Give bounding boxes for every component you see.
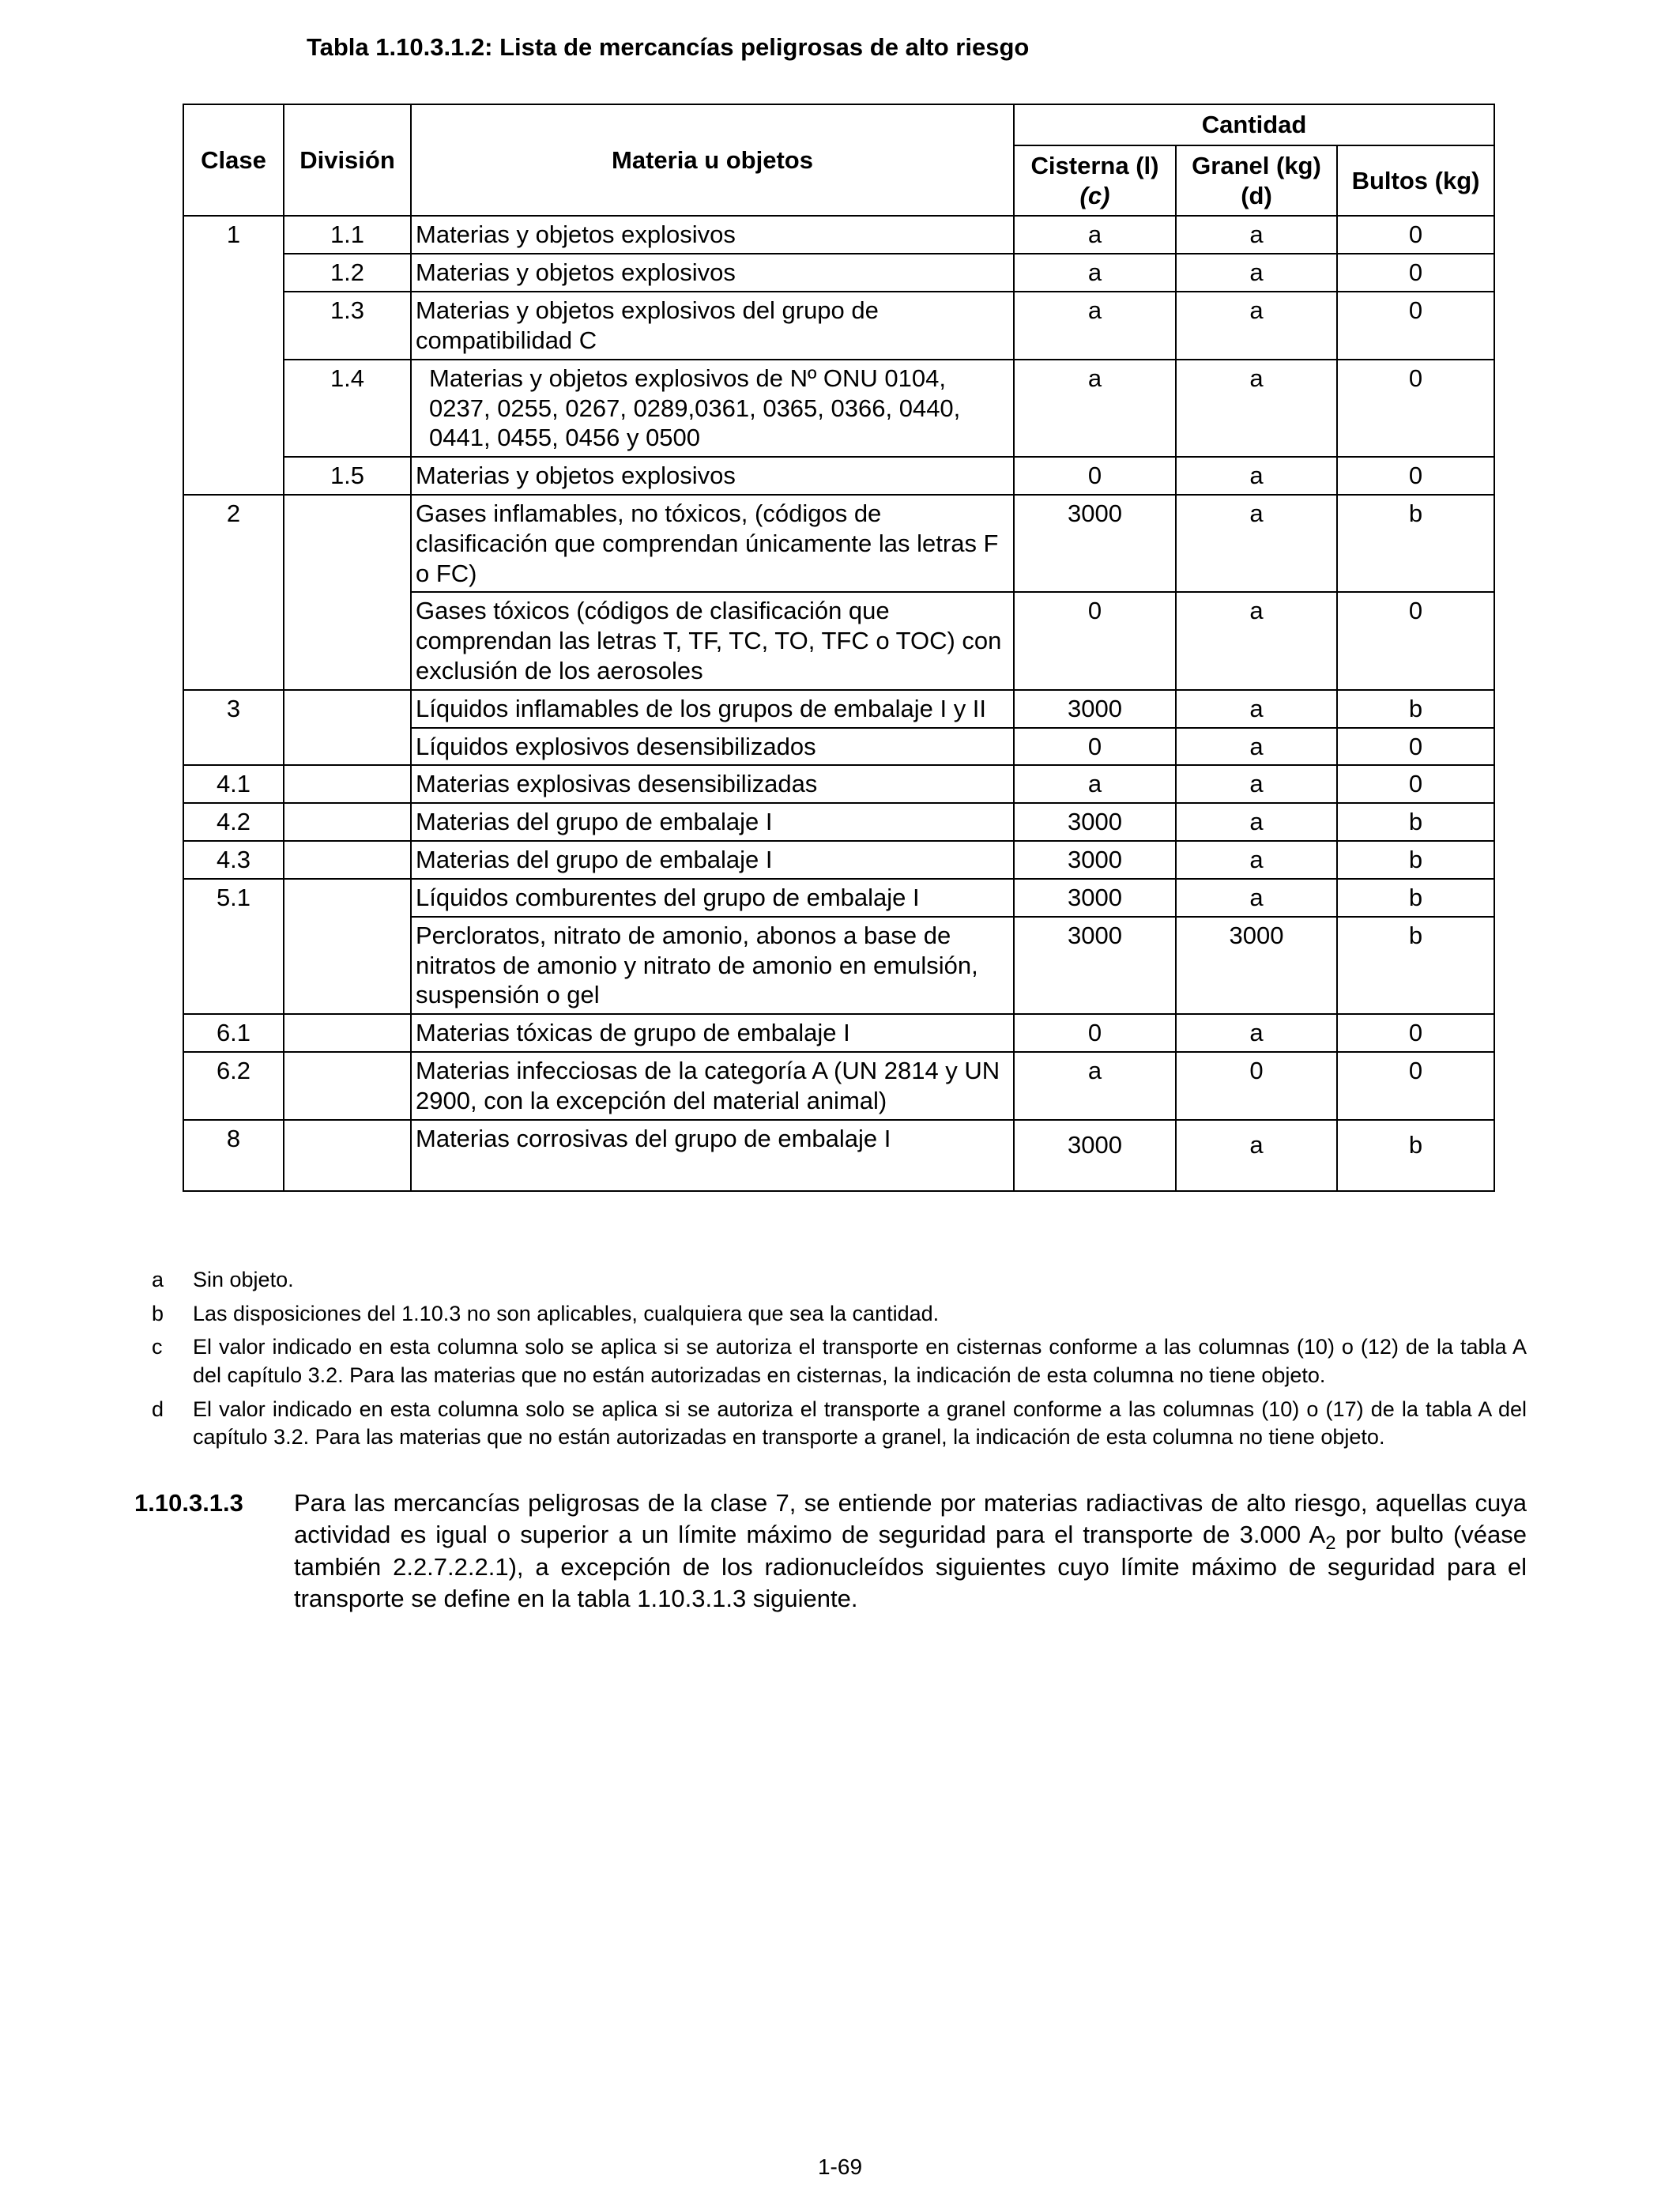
footnote <box>152 1266 1527 1295</box>
cell-bultos: 0 <box>1337 457 1494 495</box>
footnote-key: b <box>152 1301 164 1325</box>
table-row <box>183 495 1494 592</box>
cell-granel: 3000 <box>1176 917 1337 1014</box>
cell-cisterna: a <box>1014 292 1176 360</box>
cell-materia: Líquidos explosivos desensibilizados <box>411 728 1014 766</box>
table-row <box>183 841 1494 879</box>
cell-materia: Percloratos, nitrato de amonio, abonos a base de nitratos de amonio y nitrato de amonio en emulsión, suspensión o gel <box>411 917 1014 1014</box>
cell-division: 1.3 <box>284 292 411 360</box>
cell-granel: 0 <box>1176 1052 1337 1120</box>
cell-bultos: b <box>1337 1120 1494 1191</box>
cell-bultos: 0 <box>1337 292 1494 360</box>
cell-division <box>284 728 411 766</box>
cell-cisterna: 3000 <box>1014 879 1176 917</box>
cell-bultos: 0 <box>1337 592 1494 689</box>
cell-granel: a <box>1176 216 1337 254</box>
table-row <box>183 765 1494 803</box>
header-row-1 <box>183 104 1494 145</box>
cell-granel: a <box>1176 292 1337 360</box>
cell-division <box>284 841 411 879</box>
footnote-text: El valor indicado en esta columna solo se aplica si se autoriza el transporte a granel conforme a las columnas (10) o (17) de la tabla A del capítulo 3.2. Para las materias que no están autorizadas en transporte a granel, la indicación de esta columna no tiene objeto. <box>193 1397 1527 1449</box>
table-caption: Tabla 1.10.3.1.2: Lista de mercancías peligrosas de alto riesgo <box>307 33 1030 61</box>
cell-clase: 2 <box>183 495 284 592</box>
cell-clase <box>183 457 284 495</box>
cell-bultos: 0 <box>1337 216 1494 254</box>
cell-bultos: b <box>1337 803 1494 841</box>
cell-division: 1.2 <box>284 254 411 292</box>
cell-bultos: b <box>1337 879 1494 917</box>
cell-granel: a <box>1176 690 1337 728</box>
footnote-key: c <box>152 1335 163 1359</box>
section-text: Para las mercancías peligrosas de la clase 7, se entiende por materias radiactivas de alto riesgo, aquellas cuya actividad es igual o superior a un límite máximo de seguridad para el transporte de 3.000 $A_2$ por bulto (véase también 2.2.7.2.2.1), a excepción de los radionucleídos siguientes cuyo límite máximo de seguridad para el transporte se define en la tabla 1.10.3.1.3 siguiente. <box>294 1489 1527 1612</box>
cell-division <box>284 879 411 917</box>
cell-clase: 4.2 <box>183 803 284 841</box>
cell-cisterna: 3000 <box>1014 690 1176 728</box>
cell-clase: 3 <box>183 690 284 728</box>
cell-bultos: 0 <box>1337 728 1494 766</box>
cell-clase: 6.2 <box>183 1052 284 1120</box>
cell-materia: Materias del grupo de embalaje I <box>411 841 1014 879</box>
table-row <box>183 690 1494 728</box>
cell-clase: 5.1 <box>183 879 284 917</box>
cell-materia: Materias y objetos explosivos <box>411 216 1014 254</box>
cell-materia: Materias y objetos explosivos del grupo de compatibilidad C <box>411 292 1014 360</box>
cell-granel: a <box>1176 728 1337 766</box>
cell-cisterna: a <box>1014 254 1176 292</box>
cell-division <box>284 1120 411 1191</box>
cell-clase: 1 <box>183 216 284 254</box>
cell-materia: Líquidos comburentes del grupo de embalaje I <box>411 879 1014 917</box>
table-row <box>183 360 1494 457</box>
cell-division <box>284 690 411 728</box>
table-row <box>183 728 1494 766</box>
cell-cisterna: a <box>1014 216 1176 254</box>
cell-materia: Materias corrosivas del grupo de embalaje I <box>411 1120 1014 1191</box>
cell-granel: a <box>1176 592 1337 689</box>
footnote-text: Las disposiciones del 1.10.3 no son aplicables, cualquiera que sea la cantidad. <box>193 1301 940 1325</box>
header-cantidad: Cantidad <box>1014 104 1494 145</box>
cell-cisterna: 3000 <box>1014 495 1176 592</box>
cell-bultos: b <box>1337 841 1494 879</box>
footnote <box>152 1396 1527 1452</box>
cell-cisterna: 0 <box>1014 1014 1176 1052</box>
cell-granel: a <box>1176 457 1337 495</box>
cell-materia: Materias y objetos explosivos <box>411 457 1014 495</box>
table-row <box>183 292 1494 360</box>
cell-materia: Materias explosivas desensibilizadas <box>411 765 1014 803</box>
cell-cisterna: 3000 <box>1014 803 1176 841</box>
cell-materia: Líquidos inflamables de los grupos de embalaje I y II <box>411 690 1014 728</box>
cell-materia: Materias infecciosas de la categoría A (UN 2814 y UN 2900, con la excepción del material animal) <box>411 1052 1014 1120</box>
table-row <box>183 216 1494 254</box>
table-row <box>183 592 1494 689</box>
cell-cisterna: 3000 <box>1014 917 1176 1014</box>
cell-granel: a <box>1176 495 1337 592</box>
header-clase: Clase <box>183 104 284 216</box>
section-number: 1.10.3.1.3 <box>134 1489 243 1517</box>
cell-clase <box>183 728 284 766</box>
cell-clase <box>183 360 284 457</box>
cell-granel: a <box>1176 879 1337 917</box>
footnote-text: El valor indicado en esta columna solo se aplica si se autoriza el transporte en cisternas conforme a las columnas (10) o (12) de la tabla A del capítulo 3.2. Para las materias que no están autorizadas en cisternas, la indicación de esta columna no tiene objeto. <box>193 1335 1527 1387</box>
table-row <box>183 1014 1494 1052</box>
cell-bultos: 0 <box>1337 1014 1494 1052</box>
cell-granel: a <box>1176 254 1337 292</box>
cell-clase: 4.3 <box>183 841 284 879</box>
dangerous-goods-table <box>183 104 1495 1192</box>
subscript: 2 <box>1325 1532 1336 1555</box>
cell-clase <box>183 254 284 292</box>
cell-materia: Materias y objetos explosivos <box>411 254 1014 292</box>
cell-bultos: b <box>1337 690 1494 728</box>
header-bultos: Bultos (kg) <box>1337 145 1494 217</box>
cell-division: 1.5 <box>284 457 411 495</box>
footnote-key: a <box>152 1268 164 1291</box>
cell-division <box>284 917 411 1014</box>
cell-clase: 8 <box>183 1120 284 1191</box>
cell-cisterna: 3000 <box>1014 1120 1176 1191</box>
header-materia: Materia u objetos <box>411 104 1014 216</box>
cell-materia: Gases tóxicos (códigos de clasificación que comprendan las letras T, TF, TC, TO, TFC o TOC) con exclusión de los aerosoles <box>411 592 1014 689</box>
table-row <box>183 803 1494 841</box>
cell-division <box>284 1052 411 1120</box>
cell-clase: 4.1 <box>183 765 284 803</box>
table-row <box>183 879 1494 917</box>
cell-bultos: b <box>1337 495 1494 592</box>
cell-division <box>284 495 411 592</box>
table-row <box>183 1120 1494 1191</box>
cell-cisterna: 3000 <box>1014 841 1176 879</box>
cell-granel: a <box>1176 765 1337 803</box>
cell-granel: a <box>1176 803 1337 841</box>
cell-bultos: 0 <box>1337 765 1494 803</box>
cell-cisterna: 0 <box>1014 457 1176 495</box>
header-division: División <box>284 104 411 216</box>
footnote <box>152 1333 1527 1389</box>
table-row <box>183 457 1494 495</box>
cell-bultos: 0 <box>1337 254 1494 292</box>
cell-clase <box>183 592 284 689</box>
cell-materia: Materias del grupo de embalaje I <box>411 803 1014 841</box>
footnote <box>152 1300 1527 1329</box>
cell-clase <box>183 917 284 1014</box>
footnote-key: d <box>152 1397 164 1421</box>
cell-bultos: 0 <box>1337 1052 1494 1120</box>
table-row <box>183 1052 1494 1120</box>
cell-granel: a <box>1176 1120 1337 1191</box>
table-footnotes <box>152 1266 1527 1457</box>
cell-bultos: b <box>1337 917 1494 1014</box>
cell-granel: a <box>1176 841 1337 879</box>
cell-division <box>284 803 411 841</box>
cell-division <box>284 592 411 689</box>
footnote-text: Sin objeto. <box>193 1268 294 1291</box>
cell-cisterna: 0 <box>1014 728 1176 766</box>
cell-division: 1.4 <box>284 360 411 457</box>
cell-granel: a <box>1176 360 1337 457</box>
section-paragraph <box>134 1487 1527 1615</box>
header-granel: Granel (kg) (d) <box>1176 145 1337 217</box>
table-row <box>183 917 1494 1014</box>
cell-division <box>284 1014 411 1052</box>
cell-materia: Materias y objetos explosivos de Nº ONU 0104, 0237, 0255, 0267, 0289,0361, 0365, 0366, 0440, 0441, 0455, 0456 y 0500 <box>411 360 1014 457</box>
cell-bultos: 0 <box>1337 360 1494 457</box>
cell-cisterna: a <box>1014 1052 1176 1120</box>
cell-division <box>284 765 411 803</box>
cell-clase <box>183 292 284 360</box>
cell-cisterna: 0 <box>1014 592 1176 689</box>
cell-materia: Materias tóxicas de grupo de embalaje I <box>411 1014 1014 1052</box>
cell-materia: Gases inflamables, no tóxicos, (códigos de clasificación que comprendan únicamente las letras F o FC) <box>411 495 1014 592</box>
header-cisterna: Cisterna (l) (c) <box>1014 145 1176 217</box>
cell-cisterna: a <box>1014 360 1176 457</box>
cell-granel: a <box>1176 1014 1337 1052</box>
cell-clase: 6.1 <box>183 1014 284 1052</box>
cell-division: 1.1 <box>284 216 411 254</box>
page-number: 1-69 <box>817 2154 863 2179</box>
table-row <box>183 254 1494 292</box>
cell-cisterna: a <box>1014 765 1176 803</box>
